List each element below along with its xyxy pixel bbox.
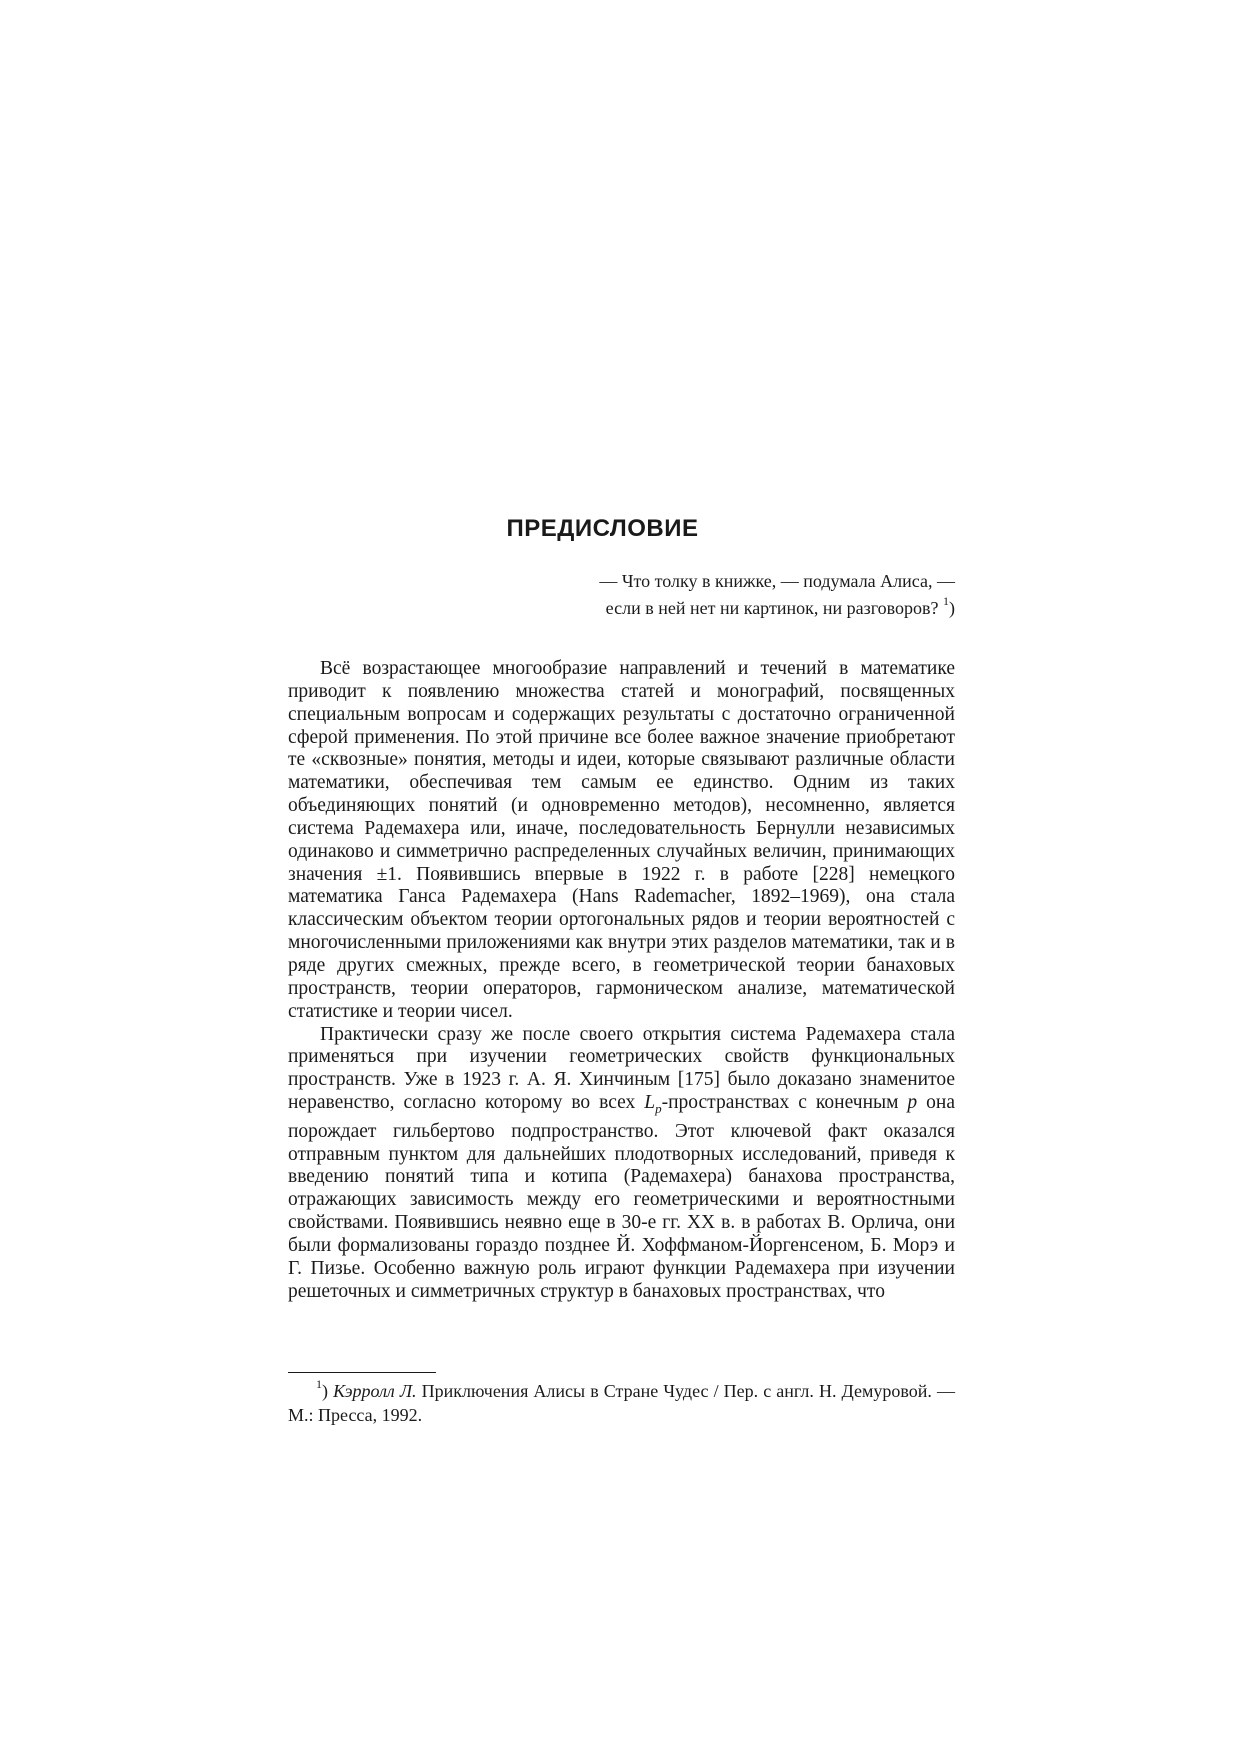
epigraph-footnote-paren: ) [949, 598, 955, 618]
lp-subscript: p [655, 1100, 662, 1116]
paragraph-2-part-1: Практически сразу же после своего открытия система Радемахера стала применяться при изучении геометрических свойств функциональных пространств. Уже в 1923 г. А. Я. Хинчиным [175] было доказано знаменитое неравенство, согласно которому во всех [288, 1023, 955, 1114]
footnote-divider [288, 1372, 436, 1373]
paragraph-1: Всё возрастающее многообразие направлений и течений в математике приводит к появлению множества статей и монографий, посвященных специальным вопросам и содержащих результаты с достаточно ограниченной сферой применения. По этой причине все более важное значение приобретают те «сквозные» понятия, методы и идеи, которые связывают различные области математики, обеспечивая тем самым ее единство. Одним из таких объединяющих понятий (и одновременно методов), несомненно, является система Радемахера или, иначе, последовательность Бернулли независимых одинаково и симметрично распределенных случайных величин, принимающих значения ±1. Появившись впервые в 1922 г. в работе [228] немецкого математика Ганса Радемахера (Hans Rademacher, 1892–1969), она стала классическим объектом теории ортогональных рядов и теории вероятностей с многочисленными приложениями как внутри этих разделов математики, так и в ряде других смежных, прежде всего, в геометрической теории банаховых пространств, теории операторов, гармоническом анализе, математической статистике и теории чисел. [288, 658, 955, 1022]
body-text [288, 658, 955, 1304]
footnote-mark: 1 [316, 1377, 322, 1391]
paragraph-2-part-2: -пространствах с конечным [661, 1092, 908, 1114]
epigraph-line-1: — Что толку в книжке, — подумала Алиса, — [599, 571, 955, 591]
paragraph-2 [288, 1024, 955, 1304]
epigraph-line-2-text: если в ней нет ни картинок, ни разговоров? [605, 598, 939, 618]
footnote-mark-paren: ) [322, 1381, 328, 1401]
footnote-text: Приключения Алисы в Стране Чудес / Пер. с англ. Н. Демуровой. — М.: Пресса, 1992. [288, 1381, 955, 1425]
epigraph-line-2 [450, 595, 955, 622]
footnote [288, 1379, 955, 1427]
footnote-author: Кэрролл Л. [333, 1381, 417, 1401]
epigraph-footnote-mark[interactable]: 1 [943, 594, 949, 608]
page-title: ПРЕДИСЛОВИЕ [506, 515, 699, 542]
epigraph [450, 568, 955, 622]
paragraph-2-part-3: она порождает гильбертово подпространство. Этот ключевой факт оказался отправным пунктом для дальнейших плодотворных исследований, приведя к введению понятий типа и котипа (Радемахера) банахова пространства, отражающих зависимость между его геометрическими и вероятностными свойствами. Появившись неявно еще в 30-е гг. XX в. в работах В. Орлича, они были формализованы гораздо позднее Й. Хоффманом-Йоргенсеном, Б. Морэ и Г. Пизье. Особенно важную роль играют функции Радемахера при изучении решеточных и симметричных структур в банаховых пространствах, что [288, 1092, 955, 1302]
p-symbol: p [907, 1092, 918, 1114]
lp-symbol: $L_p$ [644, 1092, 662, 1116]
